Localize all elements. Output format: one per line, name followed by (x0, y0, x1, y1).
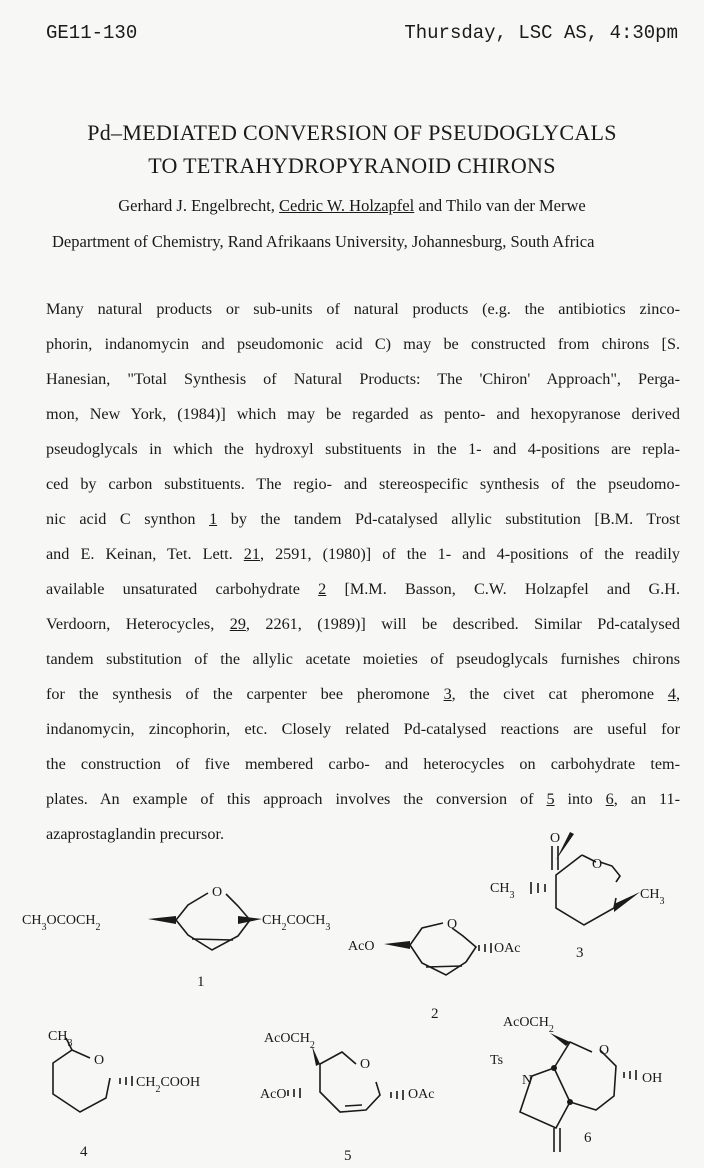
s5-top-group: AcOCH$_2$ (264, 1031, 315, 1051)
text-run: Verdoorn, Heterocycles, (46, 615, 230, 633)
chemical-structures (0, 820, 704, 1160)
body-line (46, 685, 680, 704)
s6-n-substituent: Ts (490, 1053, 504, 1068)
body-line (46, 790, 680, 809)
text-run: available unsaturated carbohydrate (46, 580, 319, 598)
title-line-2: TO TETRAHYDROPYRANOID CHIRONS (148, 153, 556, 178)
s6-top-group: AcOCH$_2$ (503, 1015, 554, 1035)
s1-ring-oxygen: O (212, 885, 223, 900)
body-line: Many natural products or sub-units of natural products (e.g. the antibiotics zinco- (46, 300, 680, 318)
s3-right-group: $CH_3$ (640, 887, 665, 907)
author-van-der-merwe: Thilo van der Merwe (446, 196, 586, 215)
compound-number-2: 2 (431, 1006, 439, 1022)
session-info: Thursday, LSC AS, 4:30pm (404, 22, 678, 44)
compound-ref-4: 4 (667, 685, 676, 703)
s5-left-group: AcO (260, 1087, 287, 1102)
s4-methyl-group: $CH_3$ (48, 1029, 73, 1049)
author-engelbrecht: Gerhard J. Engelbrecht, (118, 196, 275, 215)
title-line-1: Pd–MEDIATED CONVERSION OF PSEUDOGLYCALS (87, 120, 617, 145)
compound-number-1: 1 (197, 974, 205, 990)
body-line (46, 580, 680, 599)
volume-ref: 21 (243, 545, 260, 563)
volume-ref: 29 (229, 615, 246, 633)
body-line: tandem substitution of the allylic acetate moieties of pseudoglycals furnishes chirons (46, 650, 680, 668)
compound-number-3: 3 (576, 945, 584, 961)
body-line: the construction of five membered carbo- and heterocycles on carbohydrate tem- (46, 755, 680, 773)
structure-2-bonds (410, 923, 476, 975)
s2-left-group: AcO (348, 939, 375, 954)
body-line (46, 545, 680, 564)
s2-right-group: OAc (494, 941, 521, 956)
text-run: , the civet cat pheromone (451, 685, 668, 703)
body-line: azaprostaglandin precursor. (46, 825, 224, 843)
text-run: nic acid C synthon (46, 510, 210, 528)
compound-ref-2: 2 (318, 580, 327, 598)
s5-right-group: OAc (408, 1087, 435, 1102)
structure-3-bonds (552, 846, 620, 925)
body-line (46, 615, 680, 634)
text-run: plates. An example of this approach involves the conversion of (46, 790, 547, 808)
body-line (46, 510, 680, 529)
s5-ring-oxygen: O (360, 1057, 371, 1072)
text-run: , 2261, (1989)] will be described. Similar Pd-catalysed (245, 615, 680, 633)
abstract-code: GE11-130 (46, 22, 138, 44)
compound-number-6: 6 (584, 1130, 592, 1146)
author-list (0, 196, 704, 216)
body-line: mon, New York, (1984)] which may be regarded as pento- and hexopyranose derived (46, 405, 680, 423)
compound-ref-3: 3 (443, 685, 452, 703)
body-line: ced by carbon substituents. The regio- and stereospecific synthesis of the pseudomo- (46, 475, 680, 493)
s6-ring-oxygen: O (599, 1043, 610, 1058)
structure-6-bonds (520, 1042, 616, 1152)
text-run: , (675, 685, 681, 703)
compound-ref-5: 5 (546, 790, 555, 808)
body-line: pseudoglycals in which the hydroxyl substituents in the 1- and 4-positions are repla- (46, 440, 680, 458)
s1-left-group: $CH_3OCOCH_2$ (22, 913, 101, 933)
s6-right-group: OH (642, 1071, 663, 1086)
body-line: indanomycin, zincophorin, etc. Closely related Pd-catalysed reactions are useful for (46, 720, 680, 738)
text-run: and E. Keinan, Tet. Lett. (46, 545, 244, 563)
s4-ring-oxygen: O (94, 1053, 105, 1068)
structure-4-bonds (53, 1038, 110, 1112)
body-line: phorin, indanomycin and pseudomonic acid C) may be constructed from chirons [S. (46, 335, 680, 353)
s4-right-group: $CH_2COOH$ (136, 1075, 201, 1095)
compound-number-5: 5 (344, 1148, 352, 1160)
author-separator: and (414, 196, 446, 215)
text-run: for the synthesis of the carpenter bee pheromone (46, 685, 444, 703)
body-line: Hanesian, "Total Synthesis of Natural Products: The 'Chiron' Approach", Perga- (46, 370, 680, 388)
compound-number-4: 4 (80, 1144, 88, 1160)
s3-ring-oxygen: O (592, 857, 603, 872)
text-run: by the tandem Pd-catalysed allylic substitution [B.M. Trost (217, 510, 680, 528)
text-run: , 2591, (1980)] of the 1- and 4-positions of the readily (259, 545, 680, 563)
affiliation: Department of Chemistry, Rand Afrikaans University, Johannesburg, South Africa (52, 232, 595, 251)
s6-nitrogen: N (522, 1073, 533, 1088)
s1-right-group: $CH_2COCH_3$ (262, 913, 331, 933)
compound-ref-1: 1 (209, 510, 218, 528)
text-run: [M.M. Basson, C.W. Holzapfel and G.H. (326, 580, 680, 598)
s2-ring-oxygen: O (447, 917, 458, 932)
text-run: , an 11- (613, 790, 680, 808)
text-run: into (554, 790, 606, 808)
author-holzapfel-presenting: Cedric W. Holzapfel (279, 196, 415, 215)
s3-carbonyl-oxygen: O (550, 831, 561, 846)
structure-5-bonds (320, 1052, 380, 1112)
s3-left-group: $CH_3$ (490, 881, 515, 901)
compound-ref-6: 6 (605, 790, 614, 808)
